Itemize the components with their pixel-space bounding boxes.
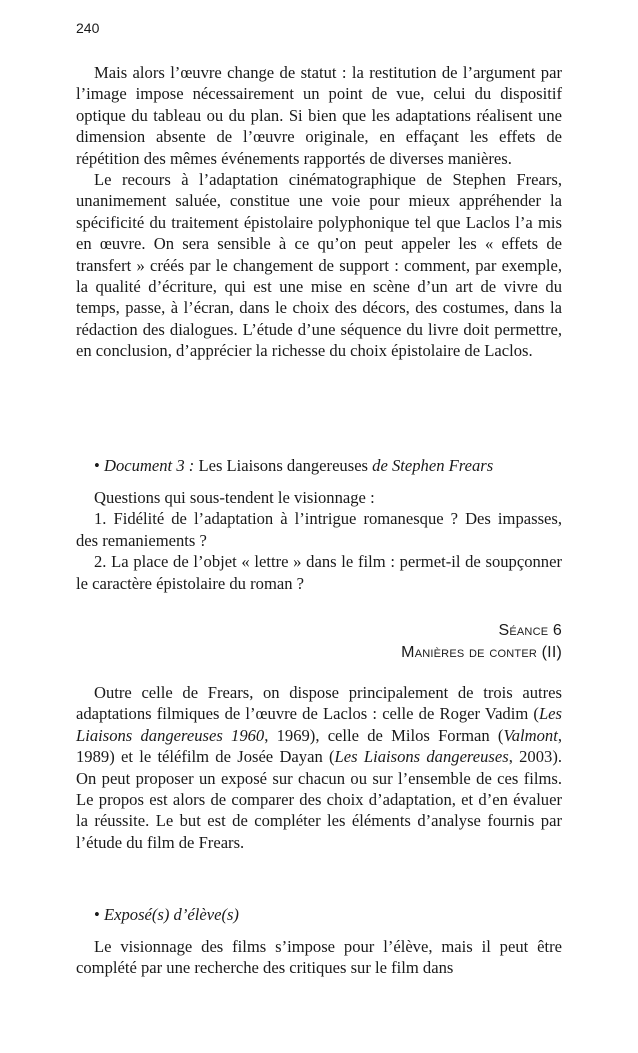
paragraph-image-adaptation: Mais alors l’œuvre change de statut : la restitution de l’argument par l’image impose nécessairement un point de vue, celui du dispositif optique du tableau ou du plan. Si bien que les adaptations réalisent une dimension absente de l’œuvre originale, en effaçant les effets de répétition des mêmes événements rapportés de diverses manières. [76,63,562,168]
question-2: 2. La place de l’objet « lettre » dans le film : permet-il de soupçonner le caractère épistolaire du roman ? [76,552,562,593]
expose-heading [76,904,562,925]
document-suffix: de Stephen Frears [368,456,494,475]
final-text-block [76,936,562,979]
intro-text-block [76,62,562,362]
paragraph-other-adaptations: Outre celle de Frears, on dispose principalement de trois autres adaptations filmiques de l’œuvre de Laclos : celle de Roger Vadim (Les Liaisons dangereuses 1960, 1969), celle de Milos Forman (Valmont, 1989) et le téléfilm de Josée Dayan (Les Liaisons dangereuses, 2003). On peut proposer un exposé sur chacun ou sur l’ensemble de ces films. Le propos est alors de comparer des choix d’adaptation, et d’en évaluer la réussite. Le but est de compléter les éléments d’analyse fournis par l’étude du film de Frears. [76,683,562,852]
question-1: 1. Fidélité de l’adaptation à l’intrigue romanesque ? Des impasses, des remaniements ? [76,509,562,550]
page-number: 240 [76,20,100,36]
document-3-heading [76,455,562,476]
adaptations-block [76,682,562,853]
bullet: • [94,905,104,924]
seance-number: Séance 6 [498,622,562,639]
questions-intro: Questions qui sous-tendent le visionnage : [94,488,375,507]
bullet: • [94,456,104,475]
document-title: Les Liaisons dangereuses [198,456,369,475]
paragraph-visionnage: Le visionnage des films s’impose pour l’élève, mais il peut être complété par une recherche des critiques sur le film dans [76,937,562,978]
expose-label: Exposé(s) d’élève(s) [103,905,239,924]
questions-block [76,487,562,594]
seance-title: Manières de conter (II) [401,644,562,661]
paragraph-frears-adaptation: Le recours à l’adaptation cinématographique de Stephen Frears, unanimement saluée, constitue une voie pour mieux appréhender la spécificité du traitement épistolaire polyphonique tel que Laclos l’a mis en œuvre. On sera sensible à ce qu’on peut appeler les « effets de transfert » créés par le changement de support : comment, par exemple, la qualité d’écriture, qui est une mise en scène d’un art de vivre du temps, passe, à l’écran, dans le choix des décors, des costumes, dans la rédaction des dialogues. L’étude d’une séquence du livre doit permettre, en conclusion, d’apprécier la richesse du choix épistolaire de Laclos. [76,170,562,361]
document-label: Document 3 : [103,456,199,475]
